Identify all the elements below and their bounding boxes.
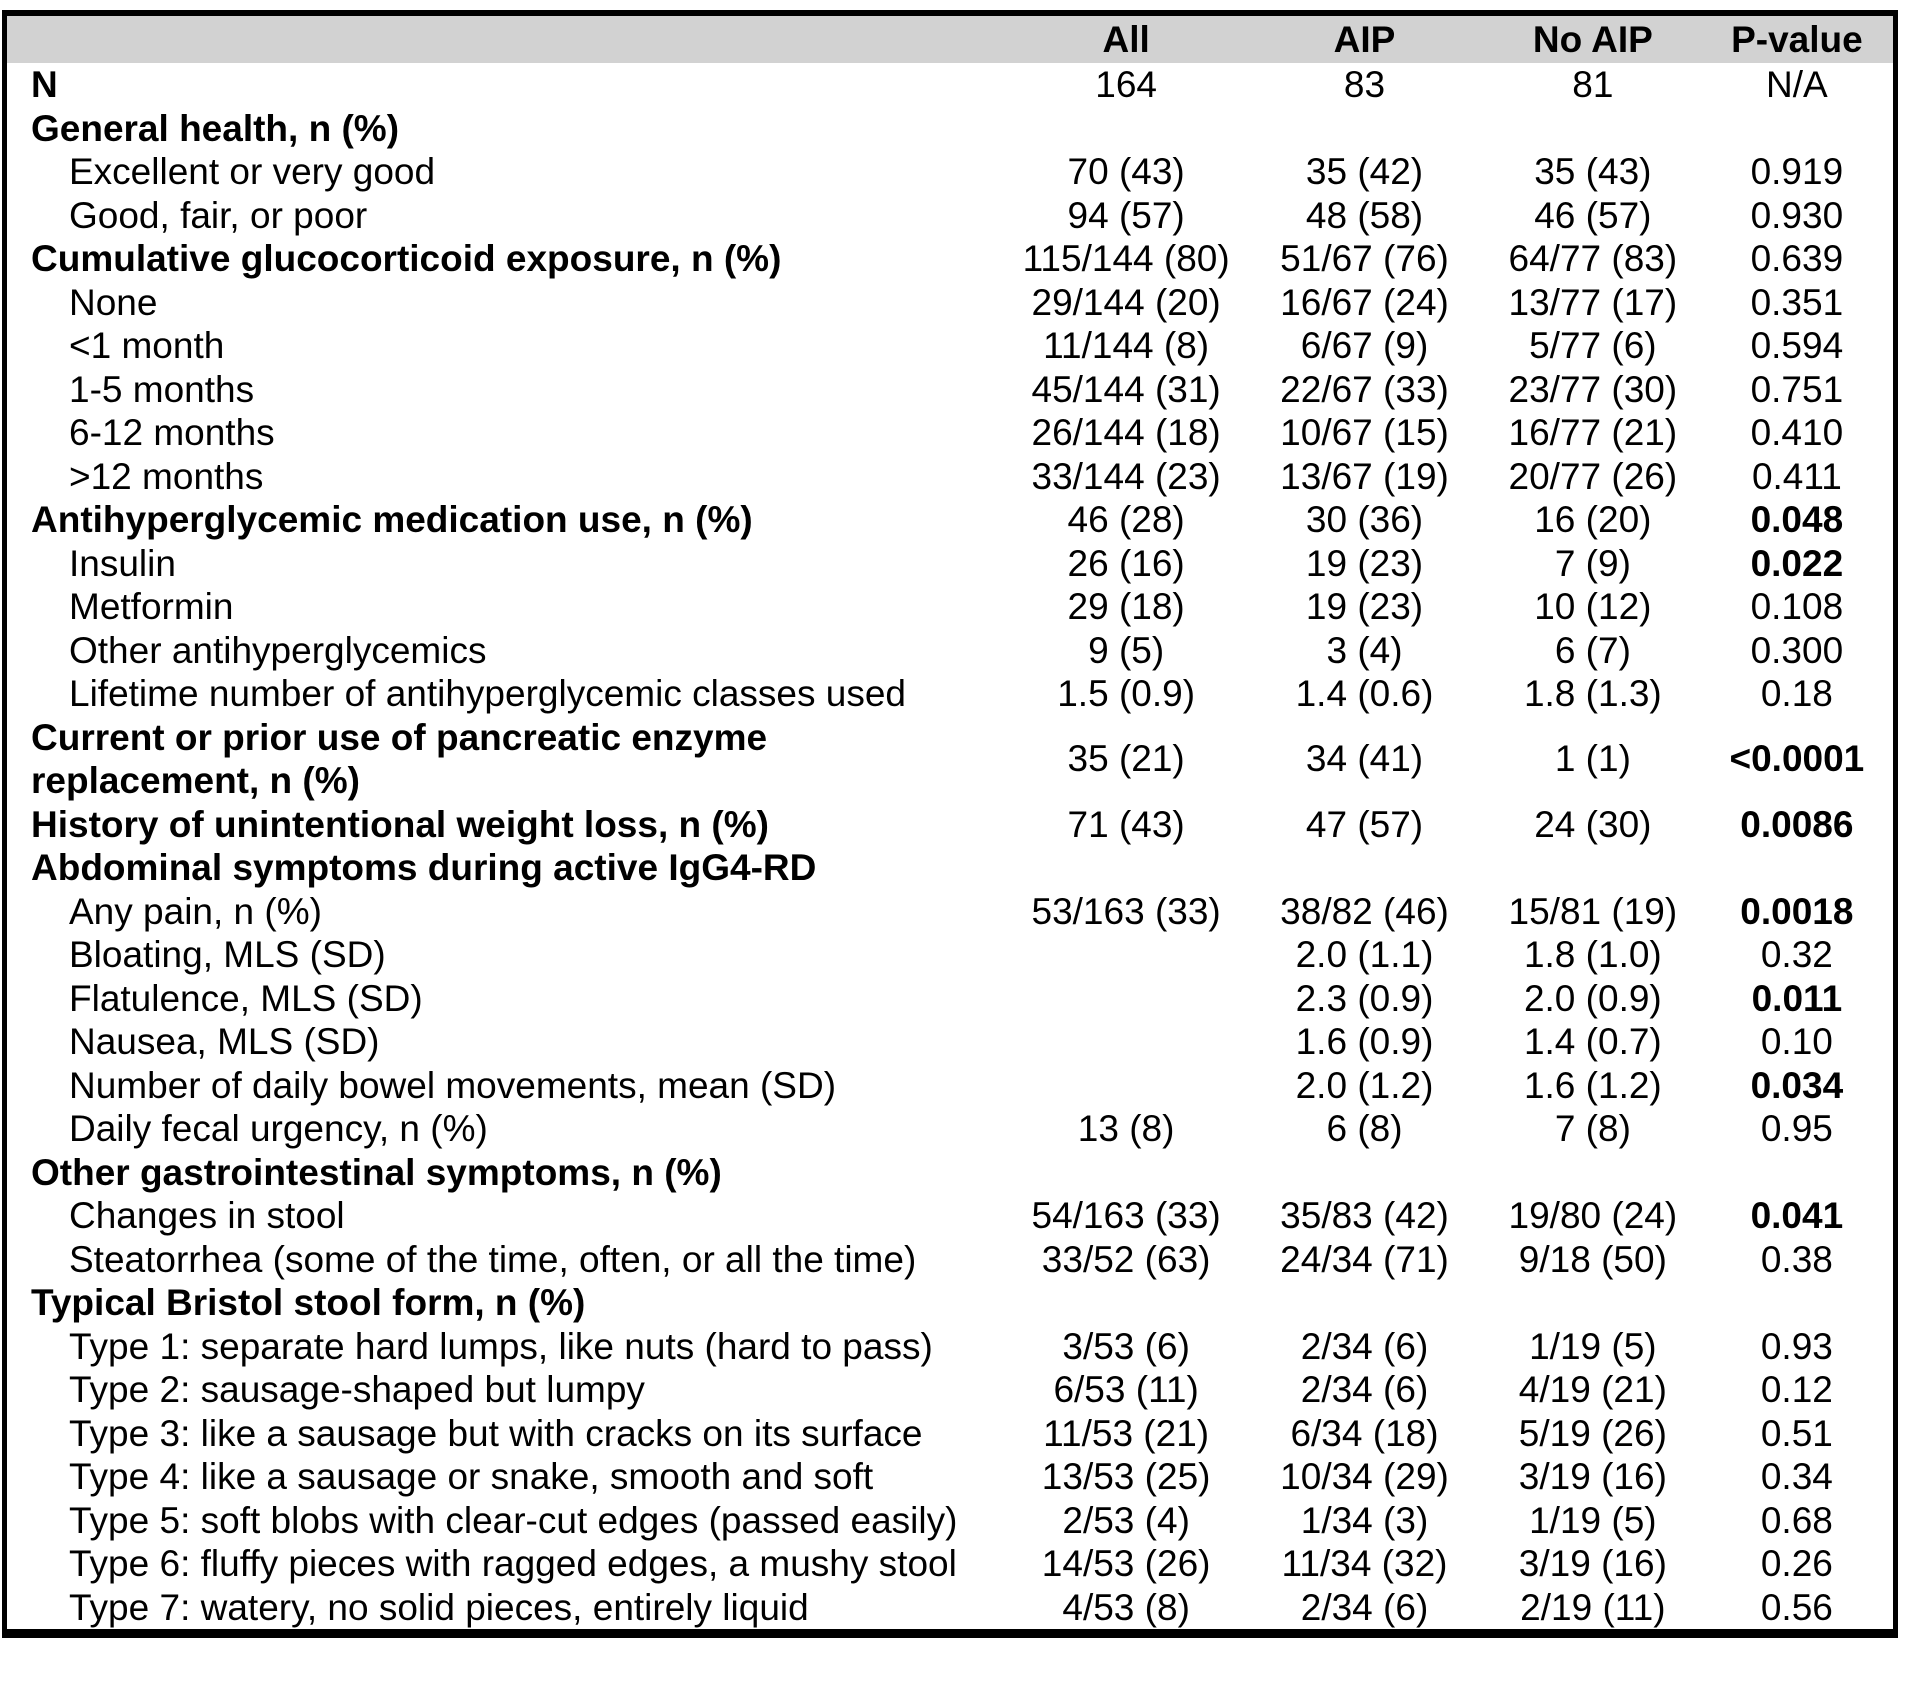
value-cell: 4/53 (8) bbox=[1062, 1586, 1190, 1628]
value-cell bbox=[1485, 1281, 1701, 1325]
p-value-cell: 0.351 bbox=[1750, 281, 1844, 323]
value-cell: 45/144 (31) bbox=[1031, 368, 1221, 410]
value-cell: 11/34 (32) bbox=[1281, 1543, 1448, 1584]
p-value-cell: 0.10 bbox=[1760, 1021, 1833, 1062]
value-cell: 5/19 (26) bbox=[1518, 1412, 1667, 1454]
value-cell: 1/19 (5) bbox=[1529, 1325, 1657, 1367]
value-cell: 13 (8) bbox=[1077, 1108, 1175, 1149]
value-cell: 22/67 (33) bbox=[1280, 368, 1449, 410]
row-label: Metformin bbox=[69, 586, 234, 627]
table-row bbox=[5, 716, 1896, 803]
value-cell: 3/19 (16) bbox=[1518, 1456, 1667, 1497]
p-value-cell: 0.38 bbox=[1760, 1238, 1833, 1280]
table-row bbox=[5, 542, 1896, 586]
value-cell: 5/77 (6) bbox=[1529, 325, 1657, 366]
p-value-cell: 0.108 bbox=[1750, 586, 1844, 627]
value-cell: 4/19 (21) bbox=[1518, 1369, 1667, 1410]
header-col-no-aip: No AIP bbox=[1485, 13, 1701, 63]
table-row bbox=[5, 1325, 1896, 1369]
p-value-cell: 0.041 bbox=[1750, 1195, 1844, 1236]
p-value-cell: 0.022 bbox=[1750, 542, 1844, 584]
p-value-cell: 0.12 bbox=[1760, 1369, 1833, 1410]
value-cell: 10 (12) bbox=[1534, 586, 1652, 627]
value-cell: 19 (23) bbox=[1305, 586, 1424, 627]
value-cell: 34 (41) bbox=[1305, 738, 1424, 780]
table-row bbox=[5, 890, 1896, 934]
value-cell: 10/34 (29) bbox=[1280, 1456, 1449, 1497]
value-cell: 1.6 (1.2) bbox=[1523, 1064, 1662, 1106]
value-cell: 2/34 (6) bbox=[1300, 1325, 1429, 1367]
value-cell bbox=[1008, 977, 1244, 1021]
value-cell bbox=[1008, 1151, 1244, 1195]
value-cell bbox=[1008, 846, 1244, 890]
value-cell: 33/144 (23) bbox=[1031, 455, 1221, 497]
table-row bbox=[5, 455, 1896, 499]
table-row bbox=[5, 1238, 1896, 1282]
row-label: <1 month bbox=[69, 325, 225, 366]
value-cell: 46 (57) bbox=[1534, 194, 1652, 236]
table-row bbox=[5, 150, 1896, 194]
value-cell: 46 (28) bbox=[1067, 499, 1185, 540]
table-row bbox=[5, 368, 1896, 412]
row-label: Type 6: fluffy pieces with ragged edges, a mushy stool bbox=[69, 1543, 957, 1584]
p-value-cell: N/A bbox=[1766, 64, 1828, 105]
p-value-cell: 0.411 bbox=[1751, 455, 1842, 497]
value-cell: 2/53 (4) bbox=[1062, 1499, 1190, 1541]
table-row bbox=[5, 324, 1896, 368]
table-row bbox=[5, 1499, 1896, 1543]
row-label: Type 2: sausage-shaped but lumpy bbox=[69, 1369, 645, 1410]
p-value-cell: 0.26 bbox=[1760, 1543, 1833, 1584]
value-cell: 3 (4) bbox=[1326, 629, 1403, 671]
value-cell: 35 (42) bbox=[1305, 151, 1424, 192]
value-cell bbox=[1244, 1281, 1485, 1325]
row-label: Steatorrhea (some of the time, often, or all the time) bbox=[69, 1238, 917, 1280]
p-value-cell: 0.51 bbox=[1760, 1412, 1833, 1454]
p-value-cell: 0.93 bbox=[1760, 1325, 1833, 1367]
value-cell: 83 bbox=[1343, 64, 1386, 105]
value-cell: 29/144 (20) bbox=[1031, 281, 1221, 323]
value-cell: 6 (8) bbox=[1326, 1108, 1403, 1149]
p-value-cell: 0.930 bbox=[1750, 194, 1844, 236]
value-cell: 13/77 (17) bbox=[1508, 281, 1678, 323]
value-cell bbox=[1008, 933, 1244, 977]
patient-statistics-table bbox=[2, 10, 1898, 1638]
value-cell: 3/19 (16) bbox=[1518, 1543, 1667, 1584]
p-value-cell: 0.0018 bbox=[1740, 890, 1854, 932]
row-label: General health, n (%) bbox=[31, 107, 400, 149]
row-label: Antihyperglycemic medication use, n (%) bbox=[31, 499, 753, 540]
row-label: None bbox=[69, 281, 158, 323]
row-label: History of unintentional weight loss, n (%) bbox=[31, 803, 769, 845]
row-label: Type 7: watery, no solid pieces, entirely liquid bbox=[69, 1586, 809, 1628]
row-label: Type 1: separate hard lumps, like nuts (hard to pass) bbox=[69, 1325, 933, 1367]
row-label: >12 months bbox=[69, 455, 264, 497]
p-value-cell: 0.56 bbox=[1760, 1586, 1833, 1628]
row-label: Insulin bbox=[69, 542, 176, 584]
value-cell: 6/34 (18) bbox=[1290, 1412, 1439, 1454]
row-label: Nausea, MLS (SD) bbox=[69, 1021, 380, 1062]
value-cell bbox=[1008, 107, 1244, 151]
table-row bbox=[5, 977, 1896, 1021]
table-row bbox=[5, 933, 1896, 977]
value-cell: 2.3 (0.9) bbox=[1295, 977, 1434, 1019]
value-cell: 164 bbox=[1095, 64, 1157, 105]
table-row bbox=[5, 1368, 1896, 1412]
p-value-cell: 0.95 bbox=[1760, 1108, 1833, 1149]
value-cell: 35/83 (42) bbox=[1280, 1195, 1449, 1236]
value-cell: 70 (43) bbox=[1067, 151, 1185, 192]
p-value-cell: 0.32 bbox=[1760, 934, 1833, 975]
row-label: Other gastrointestinal symptoms, n (%) bbox=[31, 1151, 722, 1193]
value-cell bbox=[1008, 1020, 1244, 1064]
value-cell: 94 (57) bbox=[1067, 194, 1185, 236]
value-cell: 1.6 (0.9) bbox=[1295, 1021, 1434, 1062]
header-row bbox=[5, 13, 1896, 63]
row-label: Cumulative glucocorticoid exposure, n (%) bbox=[31, 238, 782, 279]
row-label: Good, fair, or poor bbox=[69, 194, 368, 236]
table-row bbox=[5, 1281, 1896, 1325]
value-cell: 29 (18) bbox=[1067, 586, 1185, 627]
value-cell: 1.8 (1.3) bbox=[1523, 673, 1662, 714]
p-value-cell bbox=[1701, 107, 1896, 151]
value-cell: 10/67 (15) bbox=[1280, 412, 1449, 453]
value-cell: 19 (23) bbox=[1305, 542, 1424, 584]
row-label: Type 5: soft blobs with clear-cut edges (passed easily) bbox=[69, 1499, 958, 1541]
value-cell bbox=[1485, 1151, 1701, 1195]
value-cell bbox=[1008, 1281, 1244, 1325]
value-cell: 26 (16) bbox=[1067, 542, 1185, 584]
p-value-cell: 0.639 bbox=[1750, 238, 1844, 279]
value-cell: 53/163 (33) bbox=[1031, 890, 1221, 932]
row-label: Changes in stool bbox=[69, 1195, 345, 1236]
value-cell bbox=[1485, 846, 1701, 890]
table-row bbox=[5, 846, 1896, 890]
p-value-cell: 0.34 bbox=[1760, 1456, 1833, 1497]
header-col-aip: AIP bbox=[1244, 13, 1485, 63]
table-body bbox=[5, 63, 1896, 1634]
row-label: 1-5 months bbox=[69, 368, 255, 410]
value-cell bbox=[1485, 107, 1701, 151]
value-cell bbox=[1244, 846, 1485, 890]
table-row bbox=[5, 1542, 1896, 1586]
p-value-cell: 0.300 bbox=[1750, 629, 1844, 671]
table-header bbox=[5, 13, 1896, 63]
value-cell: 24/34 (71) bbox=[1280, 1238, 1449, 1280]
table-row bbox=[5, 1455, 1896, 1499]
value-cell: 9 (5) bbox=[1088, 629, 1165, 671]
row-label: Flatulence, MLS (SD) bbox=[69, 977, 423, 1019]
row-label: Type 3: like a sausage but with cracks on its surface bbox=[69, 1412, 923, 1454]
p-value-cell: 0.594 bbox=[1750, 325, 1844, 366]
value-cell: 7 (9) bbox=[1554, 542, 1631, 584]
table-row bbox=[5, 672, 1896, 716]
value-cell: 19/80 (24) bbox=[1508, 1195, 1678, 1236]
table-row bbox=[5, 498, 1896, 542]
value-cell: 1.8 (1.0) bbox=[1523, 934, 1662, 975]
row-label: Bloating, MLS (SD) bbox=[69, 934, 386, 975]
table-row bbox=[5, 107, 1896, 151]
table-row bbox=[5, 411, 1896, 455]
row-label: Current or prior use of pancreatic enzyme replacement, n (%) bbox=[31, 716, 768, 801]
row-label: Type 4: like a sausage or snake, smooth and soft bbox=[69, 1456, 874, 1497]
value-cell bbox=[1244, 1151, 1485, 1195]
p-value-cell: 0.0086 bbox=[1740, 803, 1854, 845]
row-label: Abdominal symptoms during active IgG4-RD bbox=[31, 847, 817, 888]
row-label: 6-12 months bbox=[69, 412, 275, 453]
value-cell bbox=[1008, 1064, 1244, 1108]
value-cell: 81 bbox=[1572, 64, 1614, 105]
value-cell: 6/67 (9) bbox=[1300, 325, 1429, 366]
value-cell: 1 (1) bbox=[1554, 738, 1631, 780]
p-value-cell: 0.034 bbox=[1750, 1064, 1844, 1106]
header-col-p-value: P-value bbox=[1701, 13, 1896, 63]
p-value-cell: 0.410 bbox=[1750, 412, 1844, 453]
value-cell: 11/144 (8) bbox=[1043, 325, 1210, 366]
p-value-cell bbox=[1701, 846, 1896, 890]
value-cell: 35 (43) bbox=[1534, 151, 1652, 192]
row-label: Excellent or very good bbox=[69, 151, 436, 192]
value-cell: 2/34 (6) bbox=[1300, 1369, 1429, 1410]
value-cell: 33/52 (63) bbox=[1041, 1238, 1211, 1280]
value-cell: 13/67 (19) bbox=[1280, 455, 1449, 497]
table-row bbox=[5, 1151, 1896, 1195]
value-cell: 1.4 (0.7) bbox=[1523, 1021, 1662, 1062]
value-cell: 20/77 (26) bbox=[1508, 455, 1678, 497]
value-cell: 64/77 (83) bbox=[1508, 238, 1678, 279]
value-cell: 2.0 (0.9) bbox=[1523, 977, 1662, 1019]
value-cell: 2/34 (6) bbox=[1300, 1586, 1429, 1628]
p-value-cell: 0.18 bbox=[1760, 673, 1833, 714]
value-cell: 11/53 (21) bbox=[1043, 1412, 1210, 1454]
row-label: Lifetime number of antihyperglycemic classes used bbox=[69, 673, 906, 714]
p-value-cell: 0.011 bbox=[1751, 977, 1843, 1019]
value-cell: 38/82 (46) bbox=[1280, 890, 1449, 932]
header-col-all: All bbox=[1008, 13, 1244, 63]
row-label: Daily fecal urgency, n (%) bbox=[69, 1108, 488, 1149]
value-cell: 13/53 (25) bbox=[1041, 1456, 1211, 1497]
table-row bbox=[5, 1194, 1896, 1238]
p-value-cell bbox=[1701, 1281, 1896, 1325]
row-label: Other antihyperglycemics bbox=[69, 629, 487, 671]
value-cell: 26/144 (18) bbox=[1031, 412, 1221, 453]
table-row bbox=[5, 1107, 1896, 1151]
table-row bbox=[5, 237, 1896, 281]
header-empty-cell bbox=[5, 13, 1009, 63]
value-cell: 2.0 (1.2) bbox=[1295, 1064, 1434, 1106]
row-label: N bbox=[31, 64, 58, 105]
value-cell: 14/53 (26) bbox=[1041, 1543, 1211, 1584]
row-label: Number of daily bowel movements, mean (SD) bbox=[69, 1064, 837, 1106]
value-cell: 6/53 (11) bbox=[1053, 1369, 1199, 1410]
value-cell: 15/81 (19) bbox=[1508, 890, 1678, 932]
row-label: Typical Bristol stool form, n (%) bbox=[31, 1282, 586, 1323]
table-row bbox=[5, 1064, 1896, 1108]
p-value-cell: <0.0001 bbox=[1729, 738, 1865, 780]
value-cell: 6 (7) bbox=[1554, 629, 1631, 671]
value-cell: 54/163 (33) bbox=[1031, 1195, 1221, 1236]
table-row bbox=[5, 281, 1896, 325]
table-row bbox=[5, 1020, 1896, 1064]
value-cell: 51/67 (76) bbox=[1280, 238, 1449, 279]
value-cell: 47 (57) bbox=[1305, 803, 1424, 845]
value-cell: 7 (8) bbox=[1554, 1108, 1631, 1149]
value-cell: 1/19 (5) bbox=[1529, 1499, 1657, 1541]
p-value-cell bbox=[1701, 1151, 1896, 1195]
value-cell: 24 (30) bbox=[1534, 803, 1652, 845]
value-cell: 1.5 (0.9) bbox=[1057, 673, 1196, 714]
value-cell: 16 (20) bbox=[1534, 499, 1652, 540]
value-cell bbox=[1244, 107, 1485, 151]
value-cell: 2/19 (11) bbox=[1520, 1586, 1666, 1628]
value-cell: 35 (21) bbox=[1067, 738, 1185, 780]
value-cell: 1.4 (0.6) bbox=[1295, 673, 1434, 714]
value-cell: 23/77 (30) bbox=[1508, 368, 1678, 410]
value-cell: 48 (58) bbox=[1305, 194, 1424, 236]
p-value-cell: 0.048 bbox=[1750, 499, 1844, 540]
value-cell: 2.0 (1.1) bbox=[1295, 934, 1434, 975]
table-row bbox=[5, 585, 1896, 629]
value-cell: 71 (43) bbox=[1067, 803, 1185, 845]
value-cell: 30 (36) bbox=[1305, 499, 1424, 540]
value-cell: 16/67 (24) bbox=[1280, 281, 1449, 323]
value-cell: 16/77 (21) bbox=[1508, 412, 1678, 453]
p-value-cell: 0.751 bbox=[1750, 368, 1844, 410]
value-cell: 3/53 (6) bbox=[1062, 1325, 1190, 1367]
p-value-cell: 0.68 bbox=[1760, 1499, 1833, 1541]
table-row bbox=[5, 803, 1896, 847]
table-row bbox=[5, 1586, 1896, 1634]
p-value-cell: 0.919 bbox=[1750, 151, 1844, 192]
value-cell: 1/34 (3) bbox=[1300, 1499, 1429, 1541]
value-cell: 9/18 (50) bbox=[1518, 1238, 1667, 1280]
row-label: Any pain, n (%) bbox=[69, 890, 322, 932]
table-row bbox=[5, 194, 1896, 238]
table-row bbox=[5, 629, 1896, 673]
value-cell: 115/144 (80) bbox=[1022, 238, 1230, 279]
table-row bbox=[5, 63, 1896, 107]
table-row bbox=[5, 1412, 1896, 1456]
